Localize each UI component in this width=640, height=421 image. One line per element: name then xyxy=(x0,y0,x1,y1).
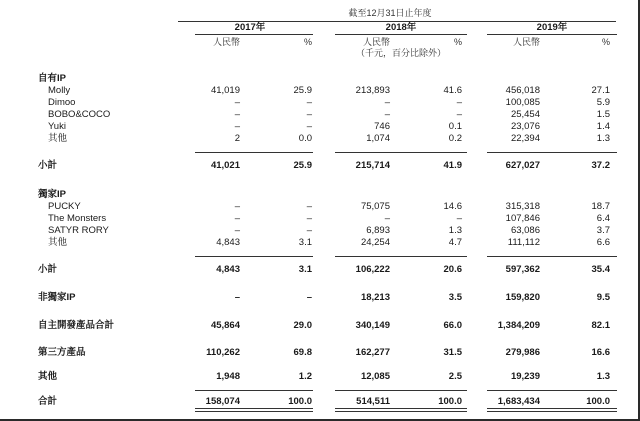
own-ip-subtotal-cell-4: 627,027 xyxy=(505,160,540,171)
total-row-0-cell-2: 18,213 xyxy=(360,292,390,303)
total-rule-top-2019 xyxy=(487,390,617,391)
own-ip-subtotal-cell-5: 37.2 xyxy=(591,160,610,171)
exclusive-ip-row-1-label: The Monsters xyxy=(48,213,107,224)
exclusive-ip-row-2-label: SATYR RORY xyxy=(48,225,109,236)
total-row-0-cell-0: – xyxy=(234,292,240,303)
exclusive-ip-row-0-cell-3: 14.6 xyxy=(443,201,462,212)
own-ip-row-0-cell-4: 456,018 xyxy=(505,85,540,96)
total-row-1-cell-3: 66.0 xyxy=(443,320,462,331)
exclusive-ip-row-3-cell-0: 4,843 xyxy=(216,237,240,248)
total-rule-bottom-b-2019 xyxy=(487,411,617,412)
own-ip-row-3-cell-2: 746 xyxy=(374,121,390,132)
own-ip-row-3-cell-3: 0.1 xyxy=(448,121,462,132)
own-ip-row-4-cell-5: 1.3 xyxy=(596,133,610,144)
col-pct-2017: % xyxy=(303,37,312,47)
year-2017: 2017年 xyxy=(234,22,266,33)
own-ip-subtotal-cell-0: 41,021 xyxy=(210,160,240,171)
own-ip-row-1-cell-0: – xyxy=(234,97,240,108)
exclusive-ip-subtotal-cell-4: 597,362 xyxy=(505,264,540,275)
own-ip-row-1-cell-3: – xyxy=(456,97,462,108)
total-row-1-label: 自主開發產品合計 xyxy=(38,320,115,331)
total-row-4-cell-0: 158,074 xyxy=(205,396,240,407)
exclusive-ip-row-2-cell-4: 63,086 xyxy=(510,225,540,236)
own-subtotal-rule-2019 xyxy=(487,152,617,153)
col-pct-2018: % xyxy=(453,37,462,47)
exclusive-ip-row-3-cell-4: 111,112 xyxy=(507,237,540,248)
total-rule-top-2017 xyxy=(195,390,313,391)
total-row-0-cell-5: 9.5 xyxy=(596,292,610,303)
own-ip-row-4-cell-1: 0.0 xyxy=(298,133,312,144)
own-ip-subtotal-cell-2: 215,714 xyxy=(355,160,390,171)
year-2018: 2018年 xyxy=(385,22,417,33)
exclusive-ip-subtotal-label: 小計 xyxy=(38,264,58,275)
own-ip-row-2-cell-0: – xyxy=(234,109,240,120)
total-row-1-cell-4: 1,384,209 xyxy=(497,320,540,331)
unit-note: （千元，百分比除外） xyxy=(355,48,446,58)
total-row-3-cell-0: 1,948 xyxy=(216,371,240,382)
year-rule-2019 xyxy=(487,34,617,35)
own-ip-row-3-label: Yuki xyxy=(48,121,66,132)
own-ip-row-4-label: 其他 xyxy=(48,133,68,144)
own-ip-row-0-cell-5: 27.1 xyxy=(591,85,610,96)
total-row-2-cell-1: 69.8 xyxy=(293,347,312,358)
total-row-2-cell-3: 31.5 xyxy=(443,347,462,358)
exclusive-ip-row-0-label: PUCKY xyxy=(48,201,81,212)
own-ip-row-2-cell-4: 25,454 xyxy=(510,109,540,120)
own-ip-row-3-cell-0: – xyxy=(234,121,240,132)
total-row-3-cell-2: 12,085 xyxy=(360,371,390,382)
total-row-4-cell-5: 100.0 xyxy=(586,396,610,407)
total-row-1-cell-2: 340,149 xyxy=(355,320,390,331)
exclusive-ip-subtotal-cell-0: 4,843 xyxy=(216,264,240,275)
exclusive-ip-row-1-cell-4: 107,846 xyxy=(505,213,540,224)
exclusive-ip-row-1-cell-3: – xyxy=(456,213,462,224)
section-title-own-ip: 自有IP xyxy=(38,73,66,84)
exclusive-ip-row-3-cell-2: 24,254 xyxy=(360,237,390,248)
own-ip-row-1-cell-5: 5.9 xyxy=(596,97,610,108)
total-row-3-label: 其他 xyxy=(38,371,58,382)
own-ip-row-4-cell-3: 0.2 xyxy=(448,133,462,144)
total-row-3-cell-5: 1.3 xyxy=(596,371,610,382)
total-rule-bottom-a-2019 xyxy=(487,408,617,409)
excl-subtotal-rule-2017 xyxy=(195,256,313,257)
total-row-0-cell-4: 159,820 xyxy=(505,292,540,303)
own-ip-subtotal-cell-3: 41.9 xyxy=(443,160,462,171)
own-ip-row-0-cell-2: 213,893 xyxy=(355,85,390,96)
exclusive-ip-row-2-cell-0: – xyxy=(234,225,240,236)
excl-subtotal-rule-2019 xyxy=(487,256,617,257)
own-subtotal-rule-2018 xyxy=(335,152,467,153)
exclusive-ip-row-1-cell-5: 6.4 xyxy=(596,213,610,224)
exclusive-ip-row-1-cell-0: – xyxy=(234,213,240,224)
period-heading: 截至12月31日止年度 xyxy=(348,8,432,18)
total-row-2-cell-0: 110,262 xyxy=(206,347,240,358)
own-ip-row-0-cell-3: 41.6 xyxy=(443,85,462,96)
total-row-4-cell-3: 100.0 xyxy=(438,396,462,407)
exclusive-ip-row-2-cell-3: 1.3 xyxy=(448,225,462,236)
total-row-0-cell-3: 3.5 xyxy=(448,292,462,303)
total-row-3-cell-3: 2.5 xyxy=(448,371,462,382)
total-row-1-cell-1: 29.0 xyxy=(293,320,312,331)
exclusive-ip-row-0-cell-4: 315,318 xyxy=(505,201,540,212)
excl-subtotal-rule-2018 xyxy=(335,256,467,257)
own-ip-row-2-cell-5: 1.5 xyxy=(596,109,610,120)
year-rule-2017 xyxy=(195,34,313,35)
own-ip-row-1-cell-4: 100,085 xyxy=(505,97,540,108)
total-row-1-cell-0: 45,864 xyxy=(210,320,240,331)
section-title-exclusive-ip: 獨家IP xyxy=(38,189,66,200)
total-row-4-cell-4: 1,683,434 xyxy=(497,396,540,407)
total-row-4-label: 合計 xyxy=(38,396,58,407)
own-ip-subtotal-label: 小計 xyxy=(38,160,58,171)
exclusive-ip-row-3-label: 其他 xyxy=(48,237,68,248)
exclusive-ip-row-1-cell-2: – xyxy=(384,213,390,224)
own-ip-row-4-cell-4: 22,394 xyxy=(510,133,540,144)
total-row-2-cell-5: 16.6 xyxy=(591,347,610,358)
total-rule-bottom-b-2017 xyxy=(195,411,313,412)
total-row-2-cell-2: 162,277 xyxy=(355,347,390,358)
exclusive-ip-row-0-cell-1: – xyxy=(306,201,312,212)
col-rmb-2017: 人民幣 xyxy=(212,37,240,47)
total-row-3-cell-4: 19,239 xyxy=(510,371,540,382)
exclusive-ip-row-0-cell-5: 18.7 xyxy=(591,201,610,212)
own-ip-row-3-cell-1: – xyxy=(306,121,312,132)
own-ip-row-4-cell-0: 2 xyxy=(234,133,240,144)
own-ip-subtotal-cell-1: 25.9 xyxy=(293,160,312,171)
exclusive-ip-row-3-cell-1: 3.1 xyxy=(298,237,312,248)
col-pct-2019: % xyxy=(601,37,610,47)
total-row-3-cell-1: 1.2 xyxy=(298,371,312,382)
exclusive-ip-subtotal-cell-5: 35.4 xyxy=(591,264,610,275)
year-rule-2018 xyxy=(335,34,467,35)
own-ip-row-1-cell-1: – xyxy=(306,97,312,108)
total-row-4-cell-1: 100.0 xyxy=(288,396,312,407)
own-ip-row-0-cell-0: 41,019 xyxy=(210,85,240,96)
total-row-0-label: 非獨家IP xyxy=(38,292,76,303)
exclusive-ip-subtotal-cell-3: 20.6 xyxy=(443,264,462,275)
total-row-0-cell-1: – xyxy=(306,292,312,303)
total-rule-top-2018 xyxy=(335,390,467,391)
total-rule-bottom-b-2018 xyxy=(335,411,467,412)
exclusive-ip-row-3-cell-3: 4.7 xyxy=(448,237,462,248)
own-ip-row-1-label: Dimoo xyxy=(48,97,76,108)
total-rule-bottom-a-2017 xyxy=(195,408,313,409)
total-row-1-cell-5: 82.1 xyxy=(591,320,610,331)
own-ip-row-0-cell-1: 25.9 xyxy=(293,85,312,96)
total-row-2-cell-4: 279,986 xyxy=(505,347,540,358)
exclusive-ip-row-1-cell-1: – xyxy=(306,213,312,224)
total-row-4-cell-2: 514,511 xyxy=(356,396,390,407)
exclusive-ip-row-2-cell-1: – xyxy=(306,225,312,236)
own-ip-row-1-cell-2: – xyxy=(384,97,390,108)
exclusive-ip-subtotal-cell-1: 3.1 xyxy=(298,264,312,275)
exclusive-ip-row-2-cell-2: 6,893 xyxy=(366,225,390,236)
own-ip-row-4-cell-2: 1,074 xyxy=(366,133,390,144)
total-rule-bottom-a-2018 xyxy=(335,408,467,409)
exclusive-ip-subtotal-cell-2: 106,222 xyxy=(355,264,390,275)
exclusive-ip-row-0-cell-2: 75,075 xyxy=(360,201,390,212)
col-rmb-2019: 人民幣 xyxy=(512,37,540,47)
own-ip-row-2-cell-3: – xyxy=(456,109,462,120)
own-ip-row-3-cell-5: 1.4 xyxy=(596,121,610,132)
exclusive-ip-row-3-cell-5: 6.6 xyxy=(596,237,610,248)
year-2019: 2019年 xyxy=(536,22,568,33)
own-ip-row-0-label: Molly xyxy=(48,85,71,96)
own-ip-row-2-cell-2: – xyxy=(384,109,390,120)
col-rmb-2018: 人民幣 xyxy=(362,37,390,47)
exclusive-ip-row-0-cell-0: – xyxy=(234,201,240,212)
own-subtotal-rule-2017 xyxy=(195,152,313,153)
own-ip-row-3-cell-4: 23,076 xyxy=(510,121,540,132)
total-row-2-label: 第三方產品 xyxy=(38,347,86,358)
exclusive-ip-row-2-cell-5: 3.7 xyxy=(596,225,610,236)
own-ip-row-2-cell-1: – xyxy=(306,109,312,120)
own-ip-row-2-label: BOBO&COCO xyxy=(48,109,111,120)
